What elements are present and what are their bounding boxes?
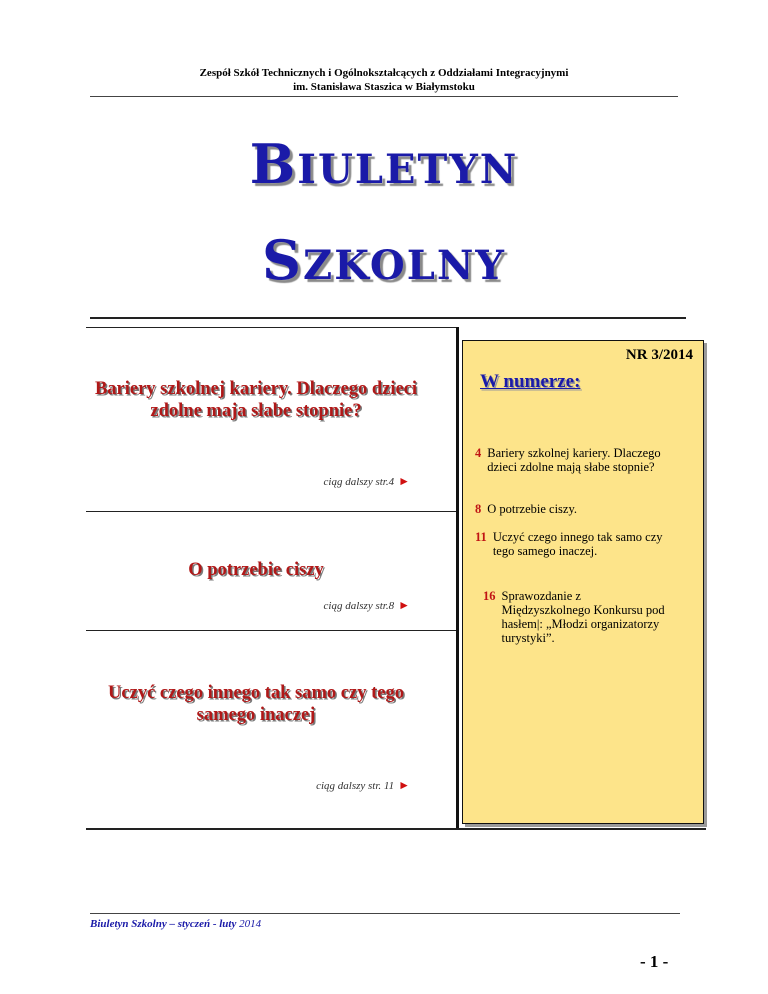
toc-item[interactable]	[475, 446, 687, 474]
toc-text: Bariery szkolnej kariery. Dlaczego dzieci zdolne mają słabe stopnie?	[487, 446, 661, 474]
continued-text-3: ciąg dalszy str. 11	[316, 780, 395, 792]
arrow-right-icon: ►	[398, 598, 410, 612]
toc-page: 8	[475, 502, 482, 516]
column-top-rule	[86, 327, 456, 328]
article-title-3[interactable]: Uczyć czego innego tak samo czy tego samego inaczej	[108, 683, 404, 725]
continued-text-1: ciąg dalszy str.4	[323, 476, 395, 488]
page-number: - 1 -	[640, 952, 669, 971]
continued-link-3[interactable]	[180, 778, 410, 793]
header-rule	[90, 96, 678, 97]
issue-number: NR 3/2014	[625, 347, 693, 363]
footer-year: 2014	[239, 918, 262, 930]
masthead-rule	[90, 317, 686, 319]
toc-item[interactable]	[483, 589, 672, 645]
masthead-initial-2: S	[262, 228, 303, 292]
contents-sidebar	[462, 340, 704, 824]
toc-page: 16	[483, 589, 496, 603]
toc-text: Sprawozdanie z Międzyszkolnego Konkursu pod hasłem|: „Młodzi organizatorzy turystyki”.	[501, 589, 665, 645]
toc-item[interactable]	[475, 530, 683, 558]
toc-item[interactable]	[475, 502, 677, 516]
school-patron: im. Stanisława Staszica w Białymstoku	[293, 81, 475, 93]
footer-title: Biuletyn Szkolny – styczeń - luty	[90, 918, 237, 930]
article-title-2[interactable]: O potrzebie ciszy	[188, 560, 324, 580]
continued-link-2[interactable]	[180, 598, 410, 613]
continued-link-1[interactable]	[180, 474, 410, 489]
masthead-rest-2: ZKOLNY	[303, 242, 506, 289]
masthead-rest-1: IULETYN	[297, 146, 519, 193]
contents-heading: W numerze:	[480, 371, 581, 392]
school-header	[0, 66, 768, 94]
school-name: Zespół Szkół Technicznych i Ogólnokształcących z Oddziałami Integracyjnymi	[199, 67, 569, 79]
masthead-line-1	[0, 132, 768, 196]
masthead-initial-1: B	[249, 132, 298, 196]
article-divider-1	[86, 511, 456, 512]
masthead-line-2	[0, 228, 768, 292]
toc-text: Uczyć czego innego tak samo czy tego samego inaczej.	[492, 530, 663, 558]
toc-page: 11	[475, 530, 487, 544]
toc-text: O potrzebie ciszy.	[487, 502, 578, 516]
column-divider	[456, 327, 459, 829]
arrow-right-icon: ►	[398, 778, 410, 792]
footer	[90, 918, 261, 930]
article-title-1[interactable]: Bariery szkolnej kariery. Dlaczego dzieci zdolne maja słabe stopnie?	[94, 379, 418, 421]
arrow-right-icon: ►	[398, 474, 410, 488]
continued-text-2: ciąg dalszy str.8	[323, 600, 395, 612]
column-bottom-rule	[86, 828, 706, 830]
toc-page: 4	[475, 446, 482, 460]
article-divider-2	[86, 630, 456, 631]
footer-rule	[90, 913, 680, 914]
